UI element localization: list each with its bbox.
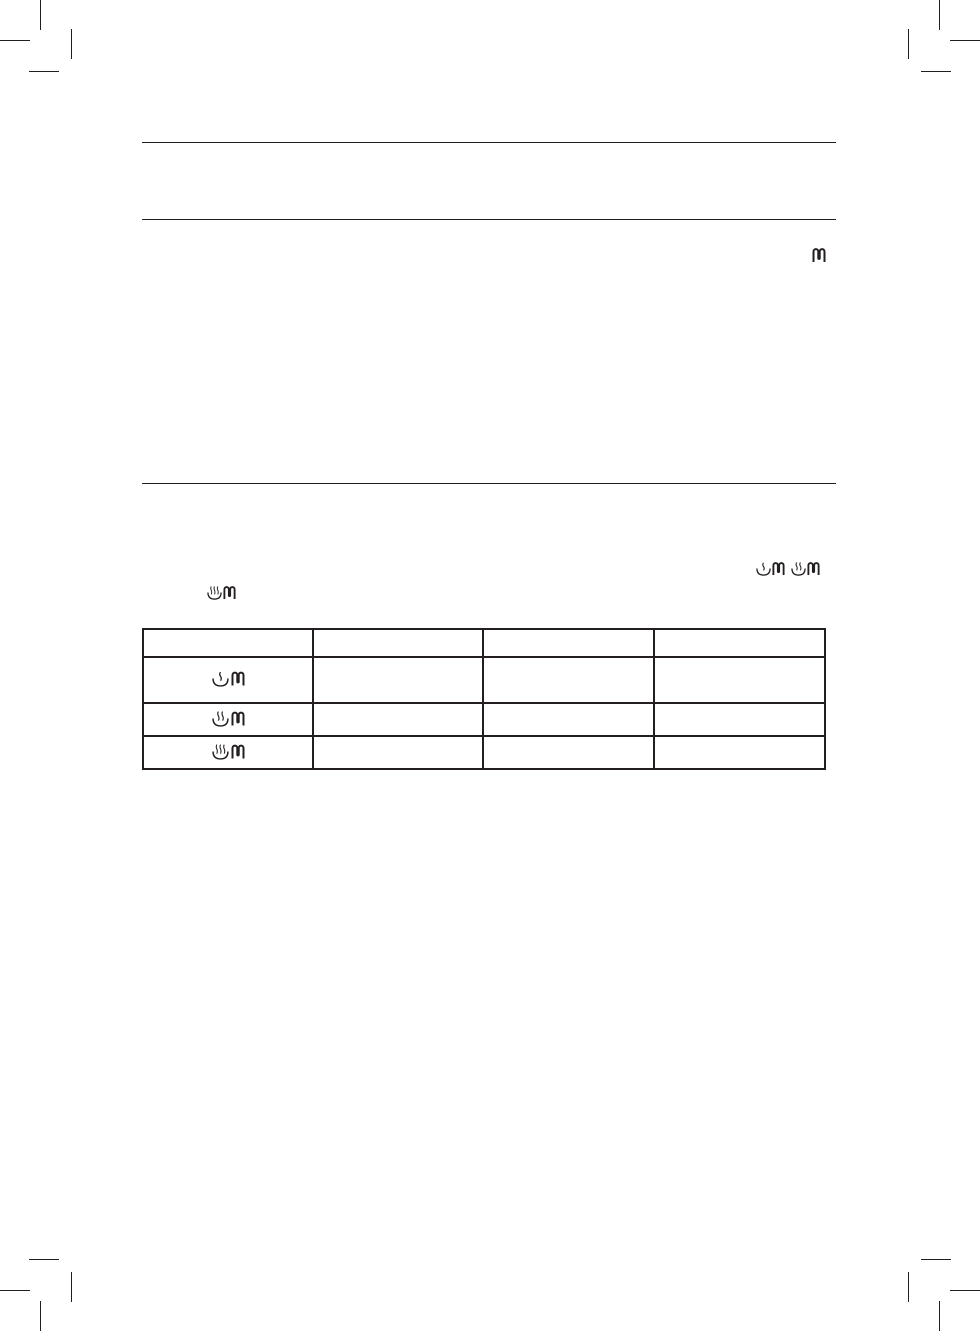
grill-element-icon — [807, 561, 820, 576]
crop-mark-top-left-v-outer — [40, 0, 41, 30]
table-cell — [313, 657, 483, 703]
crop-mark-top-left-h-outer — [0, 40, 30, 41]
table-header-row — [143, 629, 825, 657]
crop-mark-top-right-h-outer — [950, 40, 980, 41]
grill-element-icon — [231, 710, 245, 727]
table-cell — [483, 703, 654, 736]
crop-mark-bottom-right-v-inner — [908, 1272, 909, 1302]
table-cell — [483, 736, 654, 769]
grill-element-icon — [223, 585, 236, 600]
crop-mark-bottom-right-h-outer — [950, 1290, 980, 1291]
table-cell — [654, 736, 825, 769]
crop-mark-top-right-h-inner — [921, 71, 951, 72]
crop-mark-bottom-left-v-inner — [71, 1272, 72, 1302]
table-header-cell — [313, 629, 483, 657]
bowl-steam-3-icon — [212, 743, 229, 760]
grill-element-icon — [772, 561, 785, 576]
bowl-steam-1-icon — [212, 670, 229, 687]
crop-mark-top-right-v-inner — [908, 29, 909, 59]
bowl-steam-2-icon — [212, 710, 229, 727]
bowl-steam-2-grill-pair — [791, 561, 820, 576]
crop-mark-top-left-v-inner — [71, 29, 72, 59]
table-cell — [483, 657, 654, 703]
table-header-cell — [143, 629, 313, 657]
table-row — [143, 736, 825, 769]
grill-element-icon — [231, 670, 245, 687]
table-row — [143, 703, 825, 736]
bowl-steam-3-grill-pair — [207, 585, 236, 600]
section-2-icons-line-2 — [207, 585, 236, 600]
rule-heading-bottom — [142, 219, 836, 220]
crop-mark-bottom-right-h-inner — [921, 1259, 951, 1260]
table-header-cell — [654, 629, 825, 657]
crop-mark-top-left-h-inner — [29, 71, 59, 72]
crop-mark-bottom-left-h-inner — [29, 1259, 59, 1260]
mode-cell — [143, 736, 313, 769]
section-2-icons-line-1 — [756, 561, 820, 576]
table-cell — [654, 657, 825, 703]
table-cell — [654, 703, 825, 736]
mode-cell — [143, 657, 313, 703]
heating-mode-table — [142, 628, 826, 770]
rule-section-divider — [142, 483, 836, 484]
mode-cell — [143, 703, 313, 736]
crop-mark-top-right-v-outer — [939, 0, 940, 30]
bowl-steam-1-icon — [756, 561, 771, 576]
table-row — [143, 657, 825, 703]
bowl-steam-2-icon — [791, 561, 806, 576]
table-cell — [313, 736, 483, 769]
bowl-steam-1-grill-pair — [756, 561, 785, 576]
table-header-cell — [483, 629, 654, 657]
crop-mark-bottom-left-v-outer — [40, 1301, 41, 1331]
table-cell — [313, 703, 483, 736]
grill-element-icon — [231, 743, 245, 760]
crop-mark-bottom-right-v-outer — [939, 1301, 940, 1331]
grill-element-icon — [812, 247, 826, 263]
bowl-steam-3-icon — [207, 585, 222, 600]
crop-mark-bottom-left-h-outer — [0, 1290, 30, 1291]
rule-top — [142, 142, 836, 143]
